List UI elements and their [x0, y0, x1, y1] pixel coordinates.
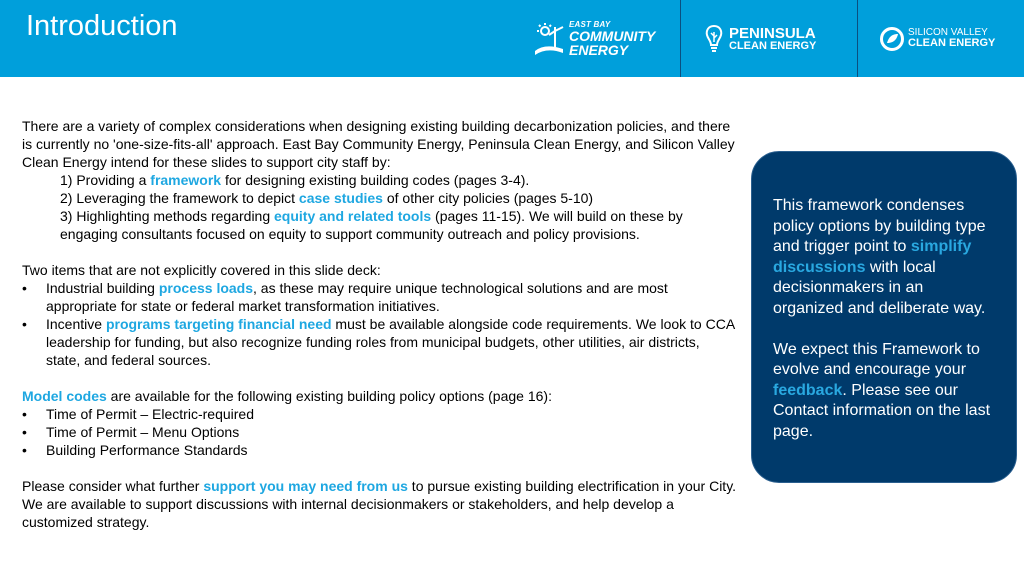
- pce-logo: [705, 0, 855, 77]
- callout-paragraph-1: This framework condenses policy options by building type and trigger point to simplify discussions with local decisionmakers in an organized and deliberate way.: [773, 197, 986, 317]
- step-item: 2) Leveraging the framework to depict case studies of other city policies (pages 5-10): [60, 190, 594, 206]
- not-covered-list: [22, 279, 737, 369]
- highlight-text: programs targeting financial need: [105, 316, 332, 332]
- list-item: • Time of Permit – Electric-required: [22, 405, 737, 423]
- page-title: Introduction: [26, 10, 178, 42]
- ring-leaf-icon: [879, 26, 905, 52]
- lightbulb-icon: [705, 24, 723, 54]
- pce-logo-line2: CLEAN ENERGY: [729, 39, 817, 52]
- highlight-text: framework: [150, 172, 222, 188]
- ebce-logo-line2: COMMUNITY: [569, 27, 656, 44]
- list-item: • Building Performance Standards: [22, 441, 737, 459]
- intro-paragraph: There are a variety of complex considerations when designing existing building decarbonization policies, and there is currently no 'one-size-fits-all' approach. East Bay Community Energy, Peninsula Clean Energy, and Silicon Valley Clean Energy intend for these slides to support city staff by:: [22, 118, 735, 170]
- ebce-logo-line1: EAST BAY: [569, 19, 611, 29]
- callout-box: [751, 151, 1017, 483]
- callout-paragraph-2: We expect this Framework to evolve and encourage your feedback. Please see our Contact information on the last page.: [773, 340, 991, 440]
- policy-options-list: [22, 405, 737, 459]
- windmill-sun-icon: [533, 21, 565, 57]
- highlight-text: case studies: [298, 190, 383, 206]
- highlight-text: equity and related tools: [274, 208, 432, 224]
- highlight-text: feedback: [773, 381, 843, 399]
- svce-logo-line1: SILICON VALLEY: [908, 27, 988, 38]
- pce-logo-line1: PENINSULA: [729, 24, 816, 42]
- steps-list: [22, 171, 737, 243]
- step-item: 1) Providing a framework for designing existing building codes (pages 3-4).: [60, 172, 530, 188]
- ebce-logo-line3: ENERGY: [569, 41, 629, 58]
- list-item: • Industrial building process loads, as these may require unique technological solutions and are most appropriate for state or federal market transformation initiatives.: [22, 279, 737, 315]
- highlight-text: process loads: [158, 280, 254, 296]
- main-content: [22, 117, 737, 531]
- list-item: • Incentive programs targeting financial need must be available alongside code requirements. We look to CCA leadership for funding, but also recognize funding roles from municipal budgets, other utilities, air districts, state, and federal sources.: [22, 315, 737, 369]
- header-bar: [0, 0, 1024, 77]
- svce-logo: [879, 0, 1019, 77]
- closing-paragraph: Please consider what further support you may need from us to pursue existing building electrification in your City. We are available to support discussions with internal decisionmakers or stakeholders, and help develop a customized strategy.: [22, 478, 737, 530]
- logo-divider: [857, 0, 858, 77]
- svce-logo-line2: CLEAN ENERGY: [908, 37, 996, 49]
- highlight-text: support you may need from us: [203, 478, 408, 494]
- model-codes-intro: Model codes are available for the following existing building policy options (page 16):: [22, 388, 552, 404]
- ebce-logo: [533, 0, 678, 77]
- logo-divider: [680, 0, 681, 77]
- step-item: 3) Highlighting methods regarding equity and related tools (pages 11-15). We will build on these by engaging consultants focused on equity to support community outreach and policy provisions.: [60, 208, 683, 242]
- not-covered-heading: Two items that are not explicitly covered in this slide deck:: [22, 262, 381, 278]
- list-item: • Time of Permit – Menu Options: [22, 423, 737, 441]
- highlight-text: simplify discussions: [773, 238, 972, 276]
- highlight-text: Model codes: [22, 388, 107, 404]
